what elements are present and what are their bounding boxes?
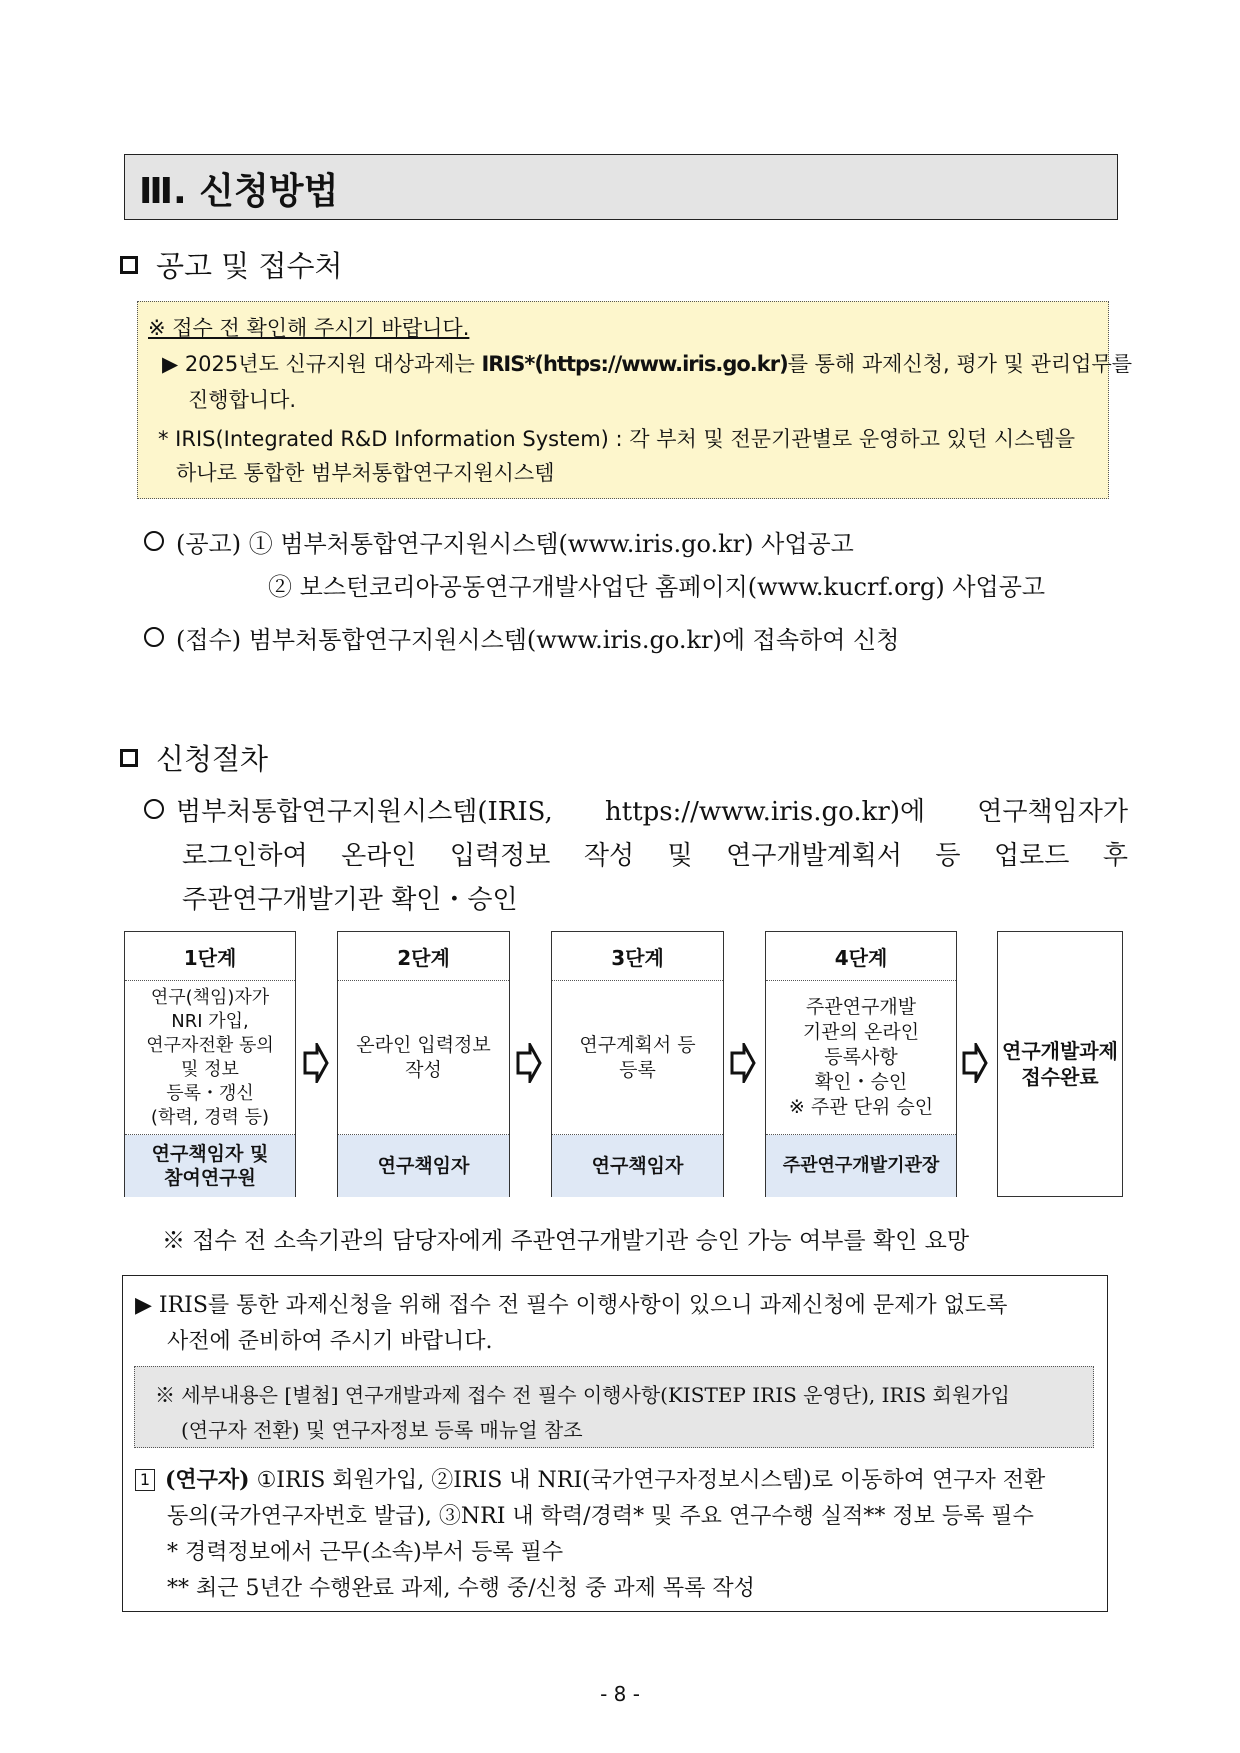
req-item-1 (135, 1463, 1045, 1494)
req-item-line-2: 동의(국가연구자번호 발급), ③NRI 내 학력/경력* 및 주요 연구수행 실적** 정보 등록 필수 (167, 1504, 1034, 1529)
notice-line-2a: ▶ 2025년도 신규지원 대상과제는 (162, 352, 482, 376)
step-3-head: 3단계 (552, 932, 723, 981)
procedure-paragraph-line-3: 주관연구개발기관 확인・승인 (182, 885, 518, 915)
step-2-actor: 연구책임자 (338, 1135, 509, 1197)
para-word: 후 (1102, 841, 1128, 871)
notice-line-4: * IRIS(Integrated R&D Information System) : 각 부처 및 전문기관별로 운영하고 있던 시스템을 (158, 427, 1076, 451)
para-word: 로그인하여 (182, 841, 308, 871)
procedure-paragraph-line-2 (182, 835, 1128, 872)
notice-line-3: 진행합니다. (188, 388, 297, 412)
step-4-head: 4단계 (766, 932, 956, 981)
req-line-2: 사전에 준비하여 주시기 바랍니다. (167, 1329, 493, 1354)
bullet-circle-icon (144, 627, 164, 647)
step-2-box (337, 931, 510, 1197)
step-2-head: 2단계 (338, 932, 509, 981)
approval-note: ※ 접수 전 소속기관의 담당자에게 주관연구개발기관 승인 가능 여부를 확인 요망 (162, 1228, 970, 1254)
para-word: 연구개발계획서 (726, 841, 902, 871)
section-title: Ⅲ. 신청방법 (139, 171, 339, 212)
iris-url: IRIS*(https://www.iris.go.kr) (481, 352, 788, 376)
para-word: 온라인 (341, 841, 417, 871)
final-step-box: 연구개발과제 접수완료 (997, 931, 1123, 1197)
para-word: 연구책임자가 (977, 797, 1128, 827)
para-word: 및 (667, 841, 693, 871)
section-heading-announcement (120, 244, 343, 285)
para-word: 등 (935, 841, 961, 871)
page-number: - 8 - (600, 1682, 640, 1706)
bullet-circle-icon (144, 799, 164, 819)
reference-note-box (134, 1366, 1094, 1448)
step-4-box (765, 931, 957, 1197)
step-1-actor: 연구책임자 및 참여연구원 (125, 1135, 295, 1197)
req-item-label: (연구자) (165, 1467, 250, 1493)
notice-line-1: ※ 접수 전 확인해 주시기 바랍니다. (148, 316, 470, 340)
reference-line-2: (연구자 전환) 및 연구자정보 등록 매뉴얼 참조 (181, 1418, 583, 1442)
step-1-desc: 연구(책임)자가 NRI 가입, 연구자전환 동의 및 정보 등록・갱신 (학력, 경력 등) (125, 981, 295, 1135)
para-word: 입력정보 (449, 841, 551, 871)
step-3-actor: 연구책임자 (552, 1135, 723, 1197)
step-4-desc: 주관연구개발 기관의 온라인 등록사항 확인・승인 ※ 주관 단위 승인 (766, 981, 956, 1135)
req-line-1: ▶ IRIS를 통한 과제신청을 위해 접수 전 필수 이행사항이 있으니 과제신청에 문제가 없도록 (135, 1293, 1008, 1318)
section-heading-label: 신청절차 (156, 742, 269, 776)
notice-line-5: 하나로 통합한 범부처통합연구지원시스템 (176, 461, 555, 485)
announcement-line-1 (144, 524, 854, 559)
item-number-box: 1 (135, 1469, 155, 1491)
checkbox-square-icon (120, 256, 138, 274)
step-arrow-icon (730, 1043, 756, 1083)
reception-text: (접수) 범부처통합연구지원시스템(www.iris.go.kr)에 접속하여 신청 (176, 626, 900, 654)
checkbox-square-icon (120, 749, 138, 767)
reference-line-1: ※ 세부내용은 [별첨] 연구개발과제 접수 전 필수 이행사항(KISTEP IRIS 운영단), IRIS 회원가입 (155, 1383, 1010, 1407)
step-3-box (551, 931, 724, 1197)
para-word: 업로드 (994, 841, 1070, 871)
requirements-box (122, 1275, 1108, 1612)
step-arrow-icon (303, 1043, 329, 1083)
section-title-box (124, 154, 1118, 220)
reception-line (144, 620, 899, 655)
para-word: https://www.iris.go.kr)에 (605, 797, 926, 827)
footnote-1: * 경력정보에서 근무(소속)부서 등록 필수 (167, 1540, 564, 1565)
section-heading-procedure (120, 737, 268, 778)
step-3-desc: 연구계획서 등 등록 (552, 981, 723, 1135)
step-1-head: 1단계 (125, 932, 295, 981)
announcement-line-2: ② 보스턴코리아공동연구개발사업단 홈페이지(www.kucrf.org) 사업공고 (268, 573, 1046, 601)
step-arrow-icon (516, 1043, 542, 1083)
step-4-actor: 주관연구개발기관장 (766, 1135, 956, 1197)
announcement-text-1: (공고) ① 범부처통합연구지원시스템(www.iris.go.kr) 사업공고 (176, 530, 854, 558)
step-1-box (124, 931, 296, 1197)
step-arrow-icon (962, 1043, 988, 1083)
step-2-desc: 온라인 입력정보 작성 (338, 981, 509, 1135)
footnote-2: ** 최근 5년간 수행완료 과제, 수행 중/신청 중 과제 목록 작성 (167, 1576, 755, 1601)
notice-line-2 (162, 348, 1132, 378)
notice-line-2c: 를 통해 과제신청, 평가 및 관리업무를 (787, 352, 1133, 376)
notice-box (137, 301, 1133, 499)
req-item-text: ①IRIS 회원가입, ②IRIS 내 NRI(국가연구자정보시스템)로 이동하여 연구자 전환 (249, 1468, 1046, 1493)
section-heading-label: 공고 및 접수처 (156, 249, 343, 283)
para-word: 작성 (583, 841, 635, 871)
bullet-circle-icon (144, 531, 164, 551)
procedure-paragraph-line-1 (144, 791, 1128, 828)
para-word: 범부처통합연구지원시스템(IRIS, (176, 797, 553, 827)
